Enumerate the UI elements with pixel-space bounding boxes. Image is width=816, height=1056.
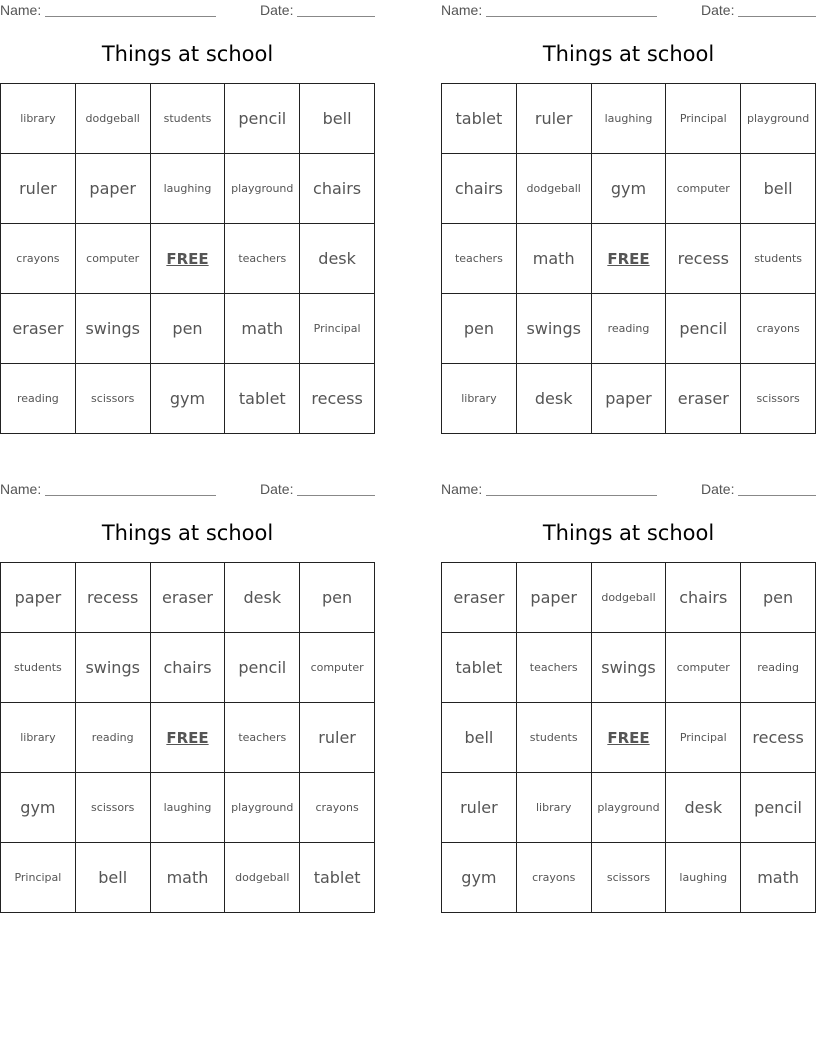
name-blank-line: [486, 495, 657, 496]
bingo-cell: scissors: [76, 773, 151, 843]
bingo-cell: laughing: [666, 843, 741, 913]
date-label: Date:: [701, 481, 735, 497]
bingo-grid: [0, 562, 375, 913]
bingo-cell: eraser: [442, 563, 517, 633]
name-date-row: [0, 0, 375, 20]
bingo-cell: crayons: [1, 224, 76, 294]
free-space: FREE: [592, 703, 667, 773]
bingo-cell: chairs: [442, 154, 517, 224]
bingo-cell: math: [225, 294, 300, 364]
bingo-cell: teachers: [225, 224, 300, 294]
bingo-cell: playground: [225, 773, 300, 843]
bingo-cell: recess: [666, 224, 741, 294]
bingo-cell: gym: [1, 773, 76, 843]
bingo-cell: students: [517, 703, 592, 773]
bingo-cell: reading: [592, 294, 667, 364]
bingo-cell: computer: [666, 154, 741, 224]
bingo-cell: paper: [1, 563, 76, 633]
bingo-cell: desk: [225, 563, 300, 633]
bingo-cell: students: [151, 84, 226, 154]
bingo-cell: bell: [741, 154, 816, 224]
free-space: FREE: [151, 703, 226, 773]
bingo-cell: teachers: [442, 224, 517, 294]
bingo-cell: paper: [517, 563, 592, 633]
bingo-cell: pencil: [225, 633, 300, 703]
bingo-cell: pen: [741, 563, 816, 633]
bingo-cell: ruler: [300, 703, 375, 773]
bingo-cell: gym: [592, 154, 667, 224]
bingo-cell: swings: [517, 294, 592, 364]
bingo-cell: computer: [76, 224, 151, 294]
name-label: Name:: [441, 2, 483, 18]
card-title: Things at school: [542, 521, 715, 545]
bingo-cell: scissors: [592, 843, 667, 913]
bingo-cell: library: [1, 84, 76, 154]
bingo-cell: pen: [442, 294, 517, 364]
bingo-cell: swings: [592, 633, 667, 703]
bingo-grid: [441, 83, 816, 434]
bingo-cell: students: [741, 224, 816, 294]
bingo-cell: crayons: [741, 294, 816, 364]
bingo-cell: eraser: [151, 563, 226, 633]
bingo-cell: math: [741, 843, 816, 913]
bingo-cell: math: [517, 224, 592, 294]
date-blank-line: [738, 495, 816, 496]
bingo-cell: paper: [76, 154, 151, 224]
bingo-cell: playground: [741, 84, 816, 154]
bingo-cell: recess: [741, 703, 816, 773]
bingo-cell: teachers: [517, 633, 592, 703]
date-label: Date:: [260, 481, 294, 497]
bingo-cell: eraser: [666, 364, 741, 434]
bingo-cell: gym: [442, 843, 517, 913]
name-label: Name:: [0, 481, 42, 497]
bingo-cell: crayons: [517, 843, 592, 913]
bingo-cell: Principal: [1, 843, 76, 913]
bingo-cell: tablet: [300, 843, 375, 913]
bingo-cell: ruler: [442, 773, 517, 843]
bingo-cell: teachers: [225, 703, 300, 773]
bingo-cell: students: [1, 633, 76, 703]
bingo-cell: tablet: [442, 84, 517, 154]
bingo-cell: recess: [300, 364, 375, 434]
bingo-cell: laughing: [592, 84, 667, 154]
bingo-cell: crayons: [300, 773, 375, 843]
name-blank-line: [45, 16, 216, 17]
bingo-cell: pencil: [666, 294, 741, 364]
bingo-cell: Principal: [300, 294, 375, 364]
bingo-cell: laughing: [151, 773, 226, 843]
name-blank-line: [486, 16, 657, 17]
bingo-cell: laughing: [151, 154, 226, 224]
name-date-row: [0, 479, 375, 499]
date-label: Date:: [701, 2, 735, 18]
bingo-cell: pencil: [225, 84, 300, 154]
bingo-cell: dodgeball: [517, 154, 592, 224]
bingo-cell: scissors: [76, 364, 151, 434]
bingo-cell: dodgeball: [225, 843, 300, 913]
bingo-cell: reading: [76, 703, 151, 773]
bingo-cell: desk: [666, 773, 741, 843]
bingo-cell: ruler: [517, 84, 592, 154]
bingo-cell: chairs: [151, 633, 226, 703]
bingo-cell: chairs: [300, 154, 375, 224]
bingo-cell: library: [517, 773, 592, 843]
bingo-cell: paper: [592, 364, 667, 434]
bingo-cell: ruler: [1, 154, 76, 224]
card-title: Things at school: [542, 42, 715, 66]
date-blank-line: [297, 495, 375, 496]
bingo-cell: pen: [151, 294, 226, 364]
date-blank-line: [297, 16, 375, 17]
bingo-cell: tablet: [225, 364, 300, 434]
bingo-cell: recess: [76, 563, 151, 633]
free-space: FREE: [592, 224, 667, 294]
bingo-cell: Principal: [666, 84, 741, 154]
bingo-cell: desk: [517, 364, 592, 434]
bingo-cell: reading: [1, 364, 76, 434]
bingo-cell: swings: [76, 294, 151, 364]
bingo-cell: reading: [741, 633, 816, 703]
free-space: FREE: [151, 224, 226, 294]
bingo-cell: math: [151, 843, 226, 913]
bingo-cell: Principal: [666, 703, 741, 773]
bingo-cell: computer: [300, 633, 375, 703]
bingo-cell: tablet: [442, 633, 517, 703]
card-title: Things at school: [101, 521, 274, 545]
bingo-cell: desk: [300, 224, 375, 294]
bingo-cell: chairs: [666, 563, 741, 633]
bingo-cell: scissors: [741, 364, 816, 434]
name-label: Name:: [441, 481, 483, 497]
date-label: Date:: [260, 2, 294, 18]
bingo-grid: [441, 562, 816, 913]
name-label: Name:: [0, 2, 42, 18]
bingo-cell: dodgeball: [592, 563, 667, 633]
bingo-grid: [0, 83, 375, 434]
bingo-cell: pencil: [741, 773, 816, 843]
bingo-cell: library: [442, 364, 517, 434]
bingo-cell: swings: [76, 633, 151, 703]
bingo-cell: bell: [442, 703, 517, 773]
bingo-cell: gym: [151, 364, 226, 434]
bingo-cell: pen: [300, 563, 375, 633]
name-date-row: [441, 479, 816, 499]
card-title: Things at school: [101, 42, 274, 66]
bingo-cell: dodgeball: [76, 84, 151, 154]
bingo-cell: eraser: [1, 294, 76, 364]
bingo-cell: playground: [592, 773, 667, 843]
name-blank-line: [45, 495, 216, 496]
date-blank-line: [738, 16, 816, 17]
bingo-cell: library: [1, 703, 76, 773]
bingo-cell: computer: [666, 633, 741, 703]
name-date-row: [441, 0, 816, 20]
bingo-cell: playground: [225, 154, 300, 224]
bingo-cell: bell: [300, 84, 375, 154]
bingo-cell: bell: [76, 843, 151, 913]
